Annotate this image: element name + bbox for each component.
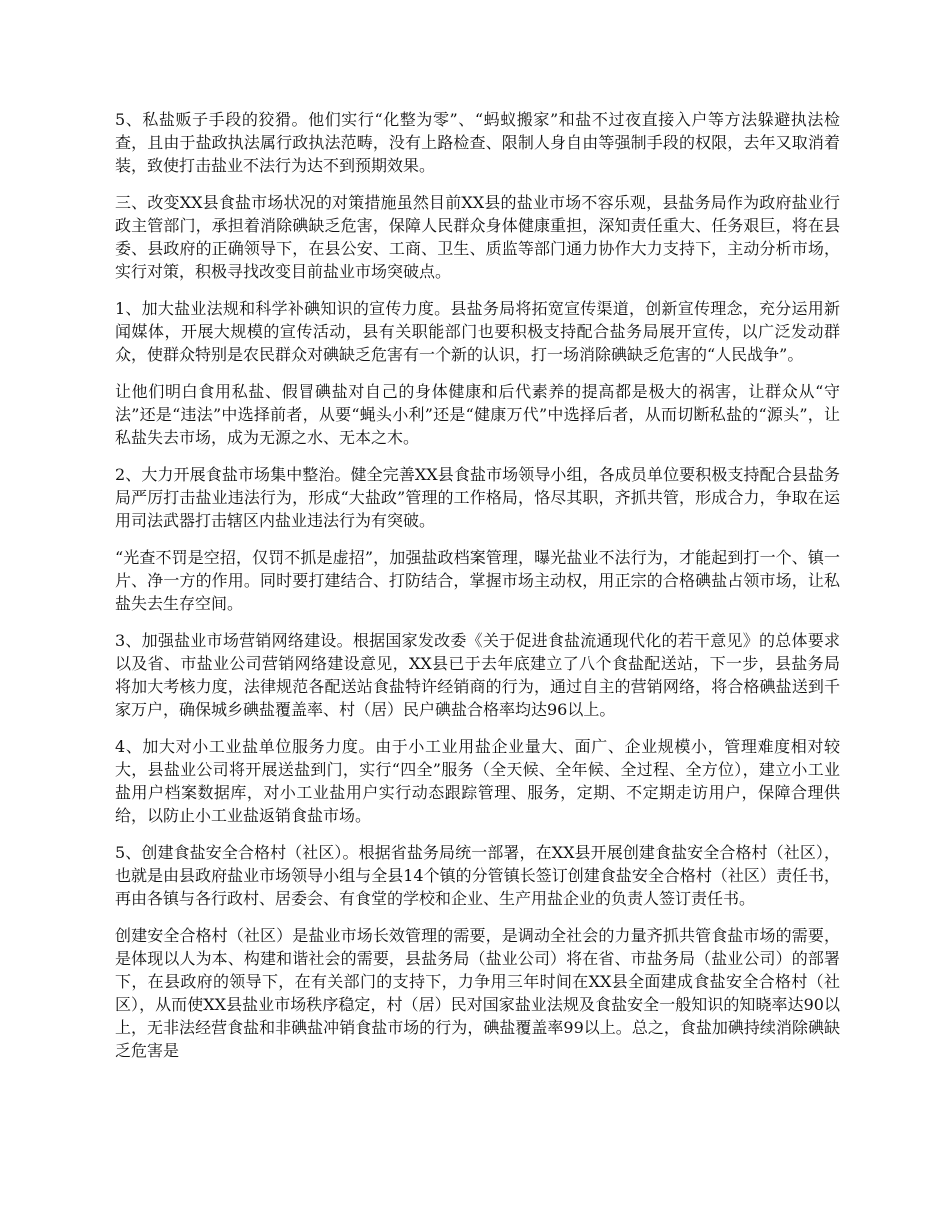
paragraph-public-awareness: 让他们明白食用私盐、假冒碘盐对自己的身体健康和后代素养的提高都是极大的祸害，让群众从“守法”还是“违法”中选择前者，从要“蝇头小利”还是“健康万代”中选择后者，从而切断私盐的“源头”，让私盐失去市场，成为无源之水、无本之木。	[115, 382, 840, 447]
paragraph-publicity: 1、加大盐业法规和科学补碘知识的宣传力度。县盐务局将拓宽宣传渠道，创新宣传理念，充分运用新闻媒体，开展大规模的宣传活动，县有关职能部门也要积极支持配合盐务局展开宣传，以广泛发动群众，使群众特别是农民群众对碘缺乏危害有一个新的认识，打一场消除碘缺乏危害的“人民战争”。	[115, 299, 840, 364]
paragraph-marketing-network: 3、加强盐业市场营销网络建设。根据国家发改委《关于促进食盐流通现代化的若干意见》的总体要求以及省、市盐业公司营销网络建设意见，XX县已于去年底建立了八个食盐配送站，下一步，县盐务局将加大考核力度，法律规范各配送站食盐特许经销商的行为，通过自主的营销网络，将合格碘盐送到千家万户，确保城乡碘盐覆盖率、村（居）民户碘盐合格率均达96以上。	[115, 631, 840, 719]
paragraph-smuggling-tactics: 5、私盐贩子手段的狡猾。他们实行“化整为零”、“蚂蚁搬家”和盐不过夜直接入户等方法躲避执法检查，且由于盐政执法属行政执法范畴，没有上路检查、限制人身自由等强制手段的权限，去年又取消着装，致使打击盐业不法行为达不到预期效果。	[115, 110, 840, 175]
paragraph-safe-village: 5、创建食盐安全合格村（社区）。根据省盐务局统一部署，在XX县开展创建食盐安全合格村（社区），也就是由县政府盐业市场领导小组与全县14个镇的分管镇长签订创建食盐安全合格村（社区）责任书，再由各镇与各行政村、居委会、有食堂的学校和企业、生产用盐企业的负责人签订责任书。	[115, 843, 840, 908]
paragraph-industrial-salt-service: 4、加大对小工业盐单位服务力度。由于小工业用盐企业量大、面广、企业规模小，管理难度相对较大，县盐业公司将开展送盐到门，实行“四全”服务（全天候、全年候、全过程、全方位），建立小工业盐用户档案数据库，对小工业盐用户实行动态跟踪管理、服务，定期、不定期走访用户，保障合理供给，以防止小工业盐返销食盐市场。	[115, 737, 840, 825]
paragraph-enforcement: “光查不罚是空招，仅罚不抓是虚招”，加强盐政档案管理，曝光盐业不法行为，才能起到打一个、镇一片、净一方的作用。同时要打建结合、打防结合，掌握市场主动权，用正宗的合格碘盐占领市场，让私盐失去生存空间。	[115, 548, 840, 613]
paragraph-section-three-countermeasures: 三、改变XX县食盐市场状况的对策措施虽然目前XX县的盐业市场不容乐观，县盐务局作为政府盐业行政主管部门，承担着消除碘缺乏危害，保障人民群众身体健康重担，深知责任重大、任务艰巨，将在县委、县政府的正确领导下，在县公安、工商、卫生、质监等部门通力协作大力支持下，主动分析市场，实行对策，积极寻找改变目前盐业市场突破点。	[115, 193, 840, 281]
document-body	[115, 108, 840, 1076]
paragraph-long-term-management: 创建安全合格村（社区）是盐业市场长效管理的需要，是调动全社会的力量齐抓共管食盐市场的需要，是体现以人为本、构建和谐社会的需要，县盐务局（盐业公司）将在省、市盐务局（盐业公司）的部署下，在县政府的领导下，在有关部门的支持下，力争用三年时间在XX县全面建成食盐安全合格村（社区），从而使XX县盐业市场秩序稳定，村（居）民对国家盐业法规及食盐安全一般知识的知晓率达90以上，无非法经营食盐和非碘盐冲销食盐市场的行为，碘盐覆盖率99以上。总之，食盐加碘持续消除碘缺乏危害是	[115, 926, 840, 1060]
paragraph-market-rectification: 2、大力开展食盐市场集中整治。健全完善XX县食盐市场领导小组，各成员单位要积极支持配合县盐务局严厉打击盐业违法行为，形成“大盐政”管理的工作格局，恪尽其职，齐抓共管，形成合力，争取在运用司法武器打击辖区内盐业违法行为有突破。	[115, 465, 840, 530]
